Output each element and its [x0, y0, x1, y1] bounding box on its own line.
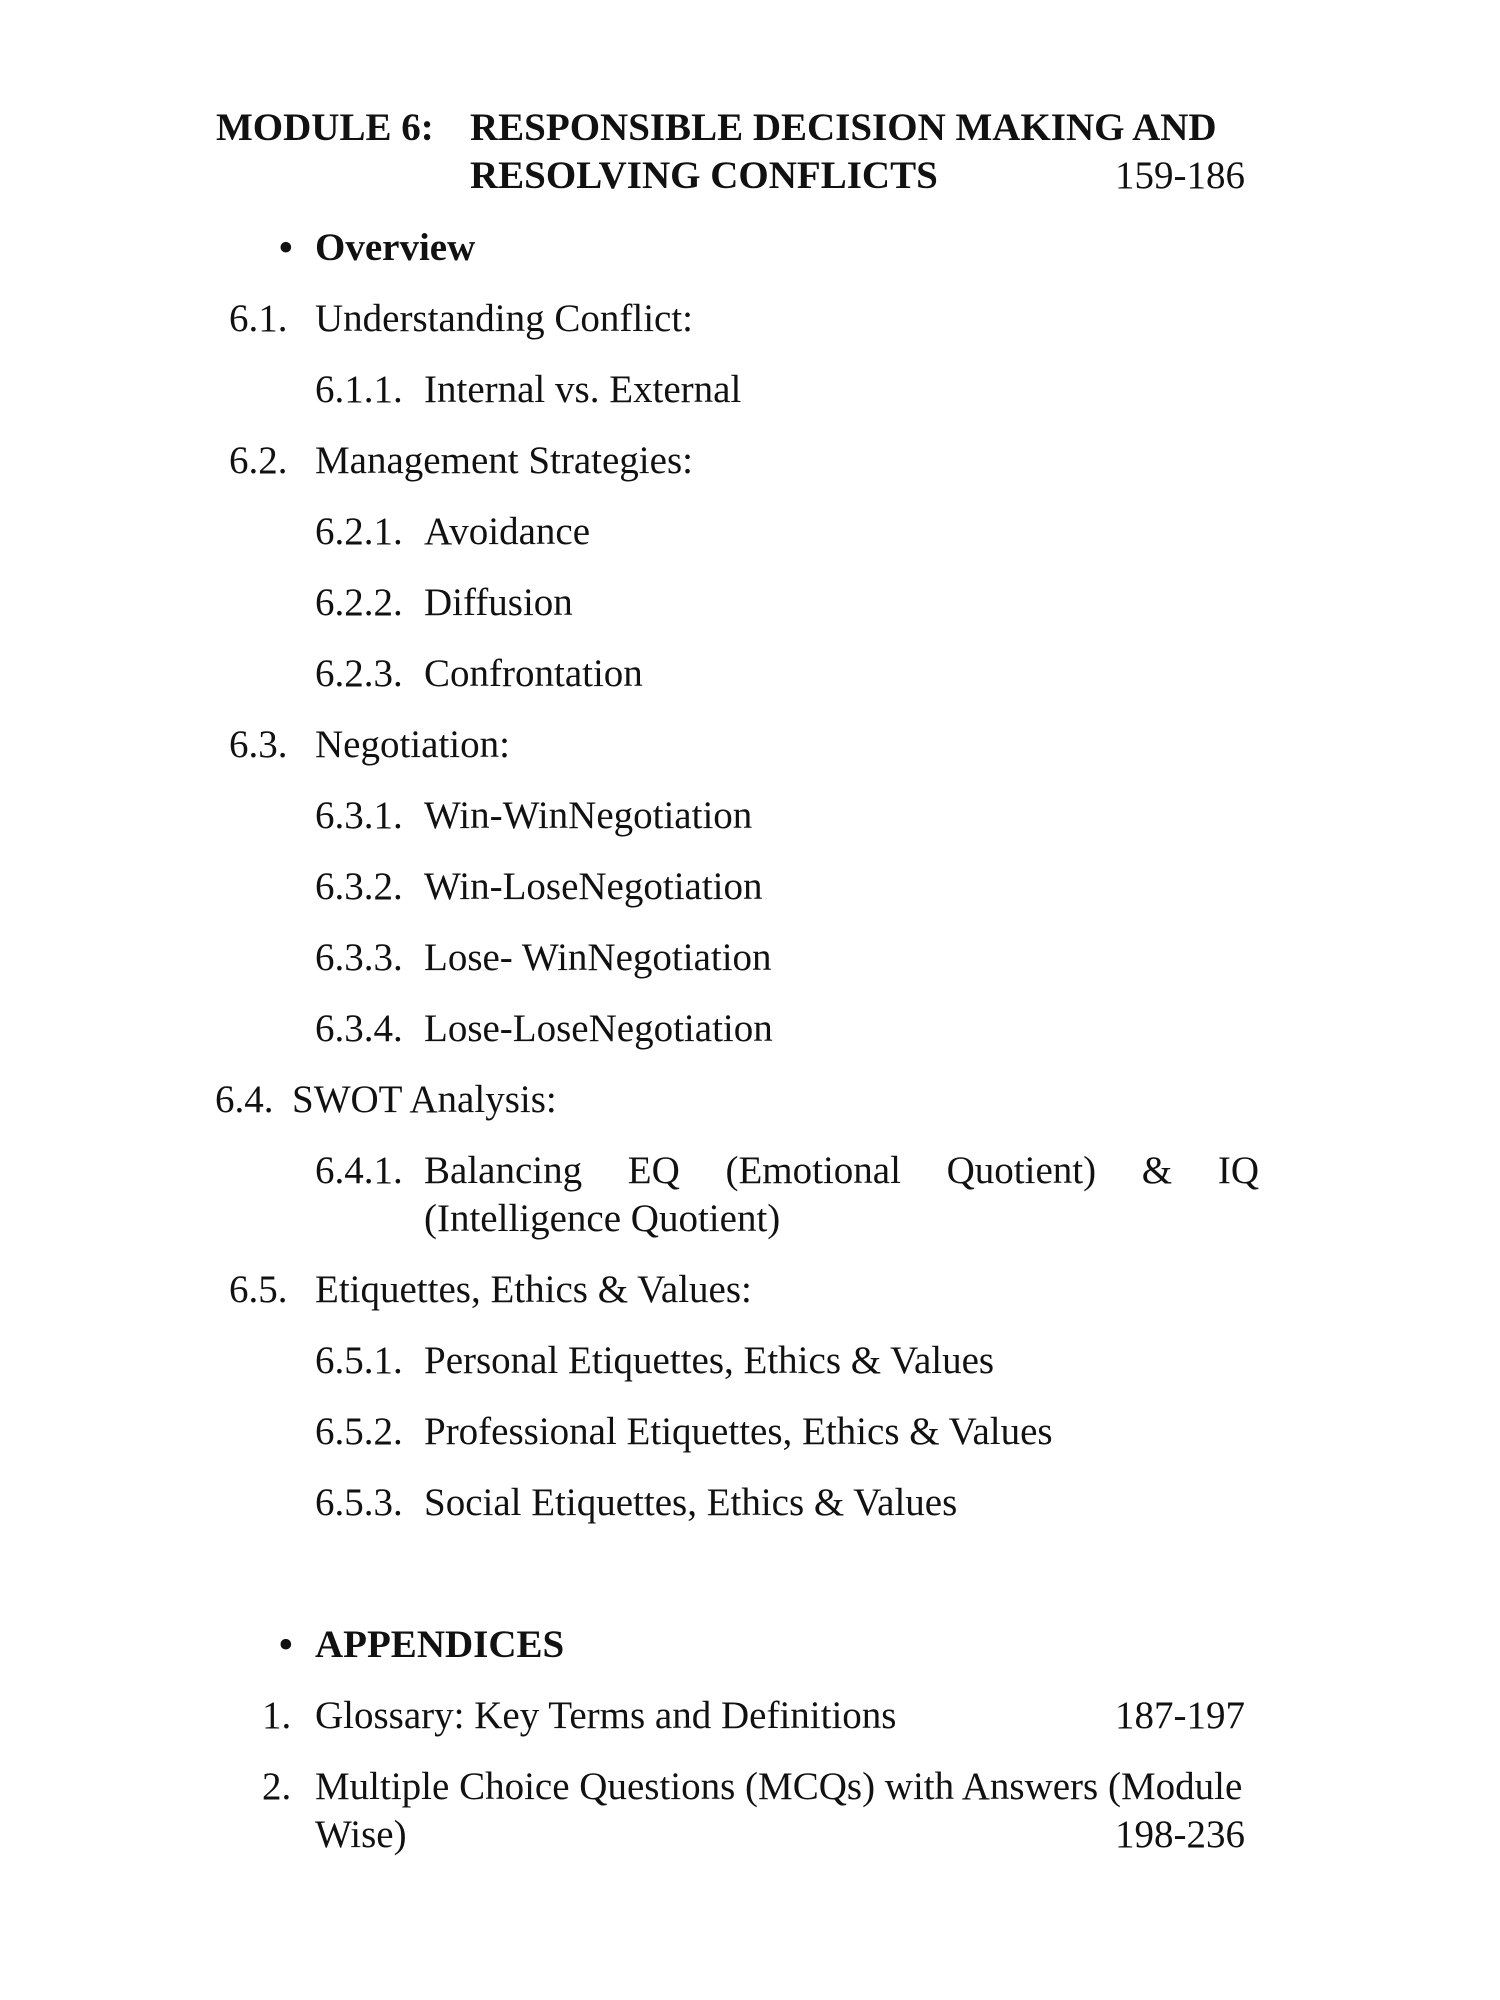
section-number-6-3: 6.3.	[229, 723, 288, 766]
appendix-pages-1: 187-197	[1115, 1694, 1245, 1737]
section-title-6-2: Management Strategies:	[315, 439, 693, 482]
overview-heading: Overview	[315, 226, 476, 269]
subsection-number-6-5-2: 6.5.2.	[315, 1410, 403, 1453]
subsection-title-6-4-1-continued: (Intelligence Quotient)	[424, 1197, 781, 1240]
section-number-6-4: 6.4.	[215, 1078, 274, 1121]
module-title-line2: RESOLVING CONFLICTS	[470, 154, 938, 197]
subsection-number-6-2-3: 6.2.3.	[315, 652, 403, 695]
subsection-title-6-1-1: Internal vs. External	[424, 368, 742, 411]
module-title-line1: RESPONSIBLE DECISION MAKING AND	[470, 106, 1217, 149]
subsection-title-6-5-1: Personal Etiquettes, Ethics & Values	[424, 1339, 995, 1382]
appendices-bullet: •	[279, 1623, 293, 1666]
subsection-number-6-1-1: 6.1.1.	[315, 368, 403, 411]
subsection-title-6-4-1: Balancing EQ (Emotional Quotient) & IQ	[424, 1149, 1259, 1192]
section-title-6-3: Negotiation:	[315, 723, 510, 766]
subsection-number-6-3-3: 6.3.3.	[315, 936, 403, 979]
subsection-number-6-3-1: 6.3.1.	[315, 794, 403, 837]
subsection-title-6-2-3: Confrontation	[424, 652, 643, 695]
subsection-number-6-5-1: 6.5.1.	[315, 1339, 403, 1382]
overview-bullet: •	[279, 226, 293, 269]
subsection-number-6-5-3: 6.5.3.	[315, 1481, 403, 1524]
subsection-title-6-3-2: Win-LoseNegotiation	[424, 865, 763, 908]
module-page-range: 159-186	[1115, 154, 1245, 197]
section-number-6-2: 6.2.	[229, 439, 288, 482]
section-title-6-1: Understanding Conflict:	[315, 297, 694, 340]
subsection-title-6-3-4: Lose-LoseNegotiation	[424, 1007, 773, 1050]
subsection-title-6-2-2: Diffusion	[424, 581, 573, 624]
module-label: MODULE 6:	[216, 106, 434, 149]
subsection-number-6-2-1: 6.2.1.	[315, 510, 403, 553]
section-title-6-5: Etiquettes, Ethics & Values:	[315, 1268, 752, 1311]
appendix-title-2-continued: Wise)	[315, 1813, 407, 1856]
subsection-title-6-5-2: Professional Etiquettes, Ethics & Values	[424, 1410, 1053, 1453]
appendix-pages-2: 198-236	[1115, 1813, 1245, 1856]
appendices-heading: APPENDICES	[315, 1623, 565, 1666]
subsection-number-6-2-2: 6.2.2.	[315, 581, 403, 624]
appendix-title-1: Glossary: Key Terms and Definitions	[315, 1694, 897, 1737]
appendix-number-1: 1.	[262, 1694, 292, 1737]
section-number-6-5: 6.5.	[229, 1268, 288, 1311]
section-number-6-1: 6.1.	[229, 297, 288, 340]
subsection-title-6-3-1: Win-WinNegotiation	[424, 794, 753, 837]
subsection-number-6-3-4: 6.3.4.	[315, 1007, 403, 1050]
subsection-number-6-3-2: 6.3.2.	[315, 865, 403, 908]
subsection-title-6-5-3: Social Etiquettes, Ethics & Values	[424, 1481, 958, 1524]
section-title-6-4: SWOT Analysis:	[292, 1078, 557, 1121]
subsection-title-6-2-1: Avoidance	[424, 510, 591, 553]
appendix-title-2: Multiple Choice Questions (MCQs) with Answers (Module	[315, 1765, 1243, 1808]
appendix-number-2: 2.	[262, 1765, 292, 1808]
subsection-number-6-4-1: 6.4.1.	[315, 1149, 403, 1192]
subsection-title-6-3-3: Lose- WinNegotiation	[424, 936, 772, 979]
